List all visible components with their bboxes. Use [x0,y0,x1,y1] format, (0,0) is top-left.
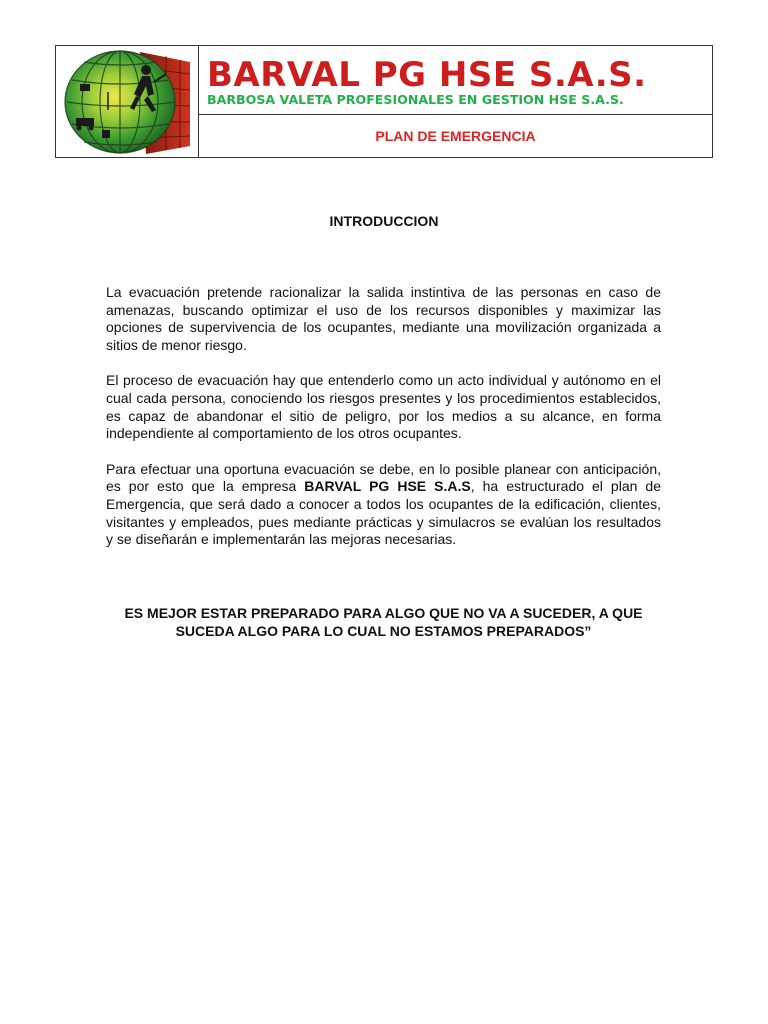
plan-title-cell [199,115,712,157]
title-cell [199,46,712,157]
paragraph-3-end: , ha estructurado el plan de Emergencia, que será dado a conocer a todos los ocupantes de la edificación, clientes, visitantes y empleados, pues mediante prácticas y simulacros se evalúan los resultados y se diseñarán e implementarán las mejoras necesarias. [106,478,661,548]
logo-cell [56,46,199,157]
paragraph-3 [106,461,661,549]
closing-quote: ES MEJOR ESTAR PREPARADO PARA ALGO QUE NO VA A SUCEDER, A QUE SUCEDA ALGO PARA LO CUAL NO ESTAMOS PREPARADOS” [124,605,643,639]
document-header [55,45,713,158]
body-text [106,284,661,567]
company-title-block [199,46,712,115]
company-name: BARVAL PG HSE S.A.S. [207,55,647,95]
company-logo-icon [62,48,192,156]
plan-title: PLAN DE EMERGENCIA [375,128,536,144]
paragraph-3-company: BARVAL PG HSE S.A.S [304,478,471,495]
paragraph-1: La evacuación pretende racionalizar la salida instintiva de las personas en caso de amenazas, buscando optimizar el uso de los recursos disponibles y maximizar las opciones de supervivencia de los ocupantes, mediante una movilización organizada a sitios de menor riesgo. [106,284,661,353]
paragraph-3-start: Para efectuar una oportuna evacuación se debe, en lo posible planear con anticipación, es por esto que la empresa [106,460,661,495]
paragraph-2: El proceso de evacuación hay que entenderlo como un acto individual y autónomo en el cual cada persona, conociendo los riesgos presentes y los procedimientos establecidos, es capaz de abandonar el sitio de peligro, por los medios a su alcance, en forma independiente al comportamiento de los otros ocupantes. [106,372,661,442]
company-subtitle: BARBOSA VALETA PROFESIONALES EN GESTION HSE S.A.S. [207,92,624,107]
section-heading: INTRODUCCION [329,213,439,229]
